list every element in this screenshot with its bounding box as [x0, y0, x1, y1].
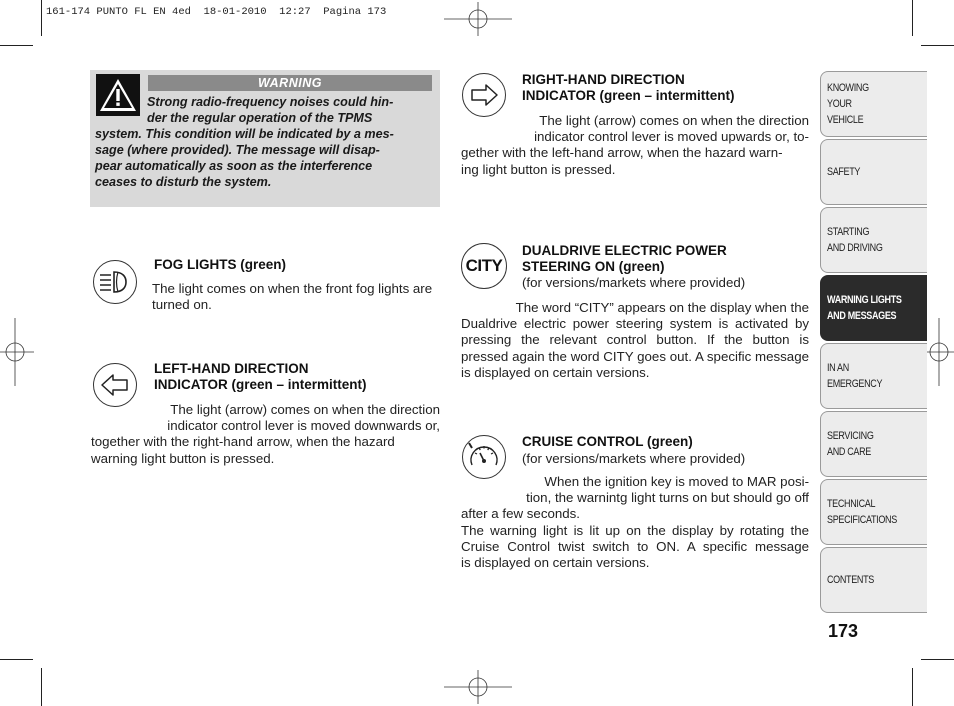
- registration-mark-top: [444, 2, 512, 36]
- cruise-control-line: tion, the warnintg light turns on but should go off: [526, 490, 809, 506]
- tab-warning-lights-and-messages[interactable]: [820, 275, 927, 341]
- dualdrive-body: [461, 300, 809, 381]
- cruise-control-line: When the ignition key is moved to MAR posi-: [544, 474, 809, 489]
- right-indicator-body: [461, 113, 809, 178]
- warning-box: [90, 70, 440, 207]
- fog-lights-line: The light comes on when the front fog lights are: [152, 281, 433, 296]
- dualdrive-line: is displayed on certain versions.: [461, 364, 650, 380]
- crop-mark: [921, 45, 954, 46]
- dualdrive-line: pressing the relevant control button. If the button is: [461, 332, 809, 348]
- cruise-control-title-text: CRUISE CONTROL: [522, 434, 644, 449]
- fog-light-icon: [92, 259, 138, 305]
- fog-lights-body: [152, 281, 440, 313]
- crop-mark: [0, 659, 33, 660]
- tab-contents[interactable]: [820, 547, 927, 613]
- print-header: 161-174 PUNTO FL EN 4ed 18-01-2010 12:27 Pagina 173: [46, 6, 387, 18]
- warning-text: [95, 94, 433, 190]
- tab-label: IN AN EMERGENCY: [827, 362, 883, 390]
- right-indicator-title: [522, 72, 735, 104]
- page-number: 173: [828, 621, 859, 641]
- right-indicator-title-text: INDICATOR: [522, 88, 596, 103]
- tab-technical-specifications[interactable]: [820, 479, 927, 545]
- right-indicator-subtitle: (green – intermittent): [599, 88, 735, 103]
- left-indicator-subtitle: (green – intermittent): [231, 377, 367, 392]
- dualdrive-title: [522, 243, 727, 275]
- tab-label: STARTING AND DRIVING: [827, 226, 883, 254]
- cruise-control-subtitle: (green): [647, 434, 693, 449]
- left-indicator-title-line2: [154, 377, 367, 393]
- tab-servicing-and-care[interactable]: [820, 411, 927, 477]
- fog-lights-line: turned on.: [152, 297, 212, 313]
- cruise-control-title: [522, 434, 693, 450]
- right-indicator-title-line: RIGHT-HAND DIRECTION: [522, 72, 685, 87]
- tab-label: SAFETY: [827, 166, 861, 178]
- tab-in-an-emergency[interactable]: [820, 343, 927, 409]
- dualdrive-line: pressed again the word CITY goes out. A specific message: [461, 348, 809, 364]
- crop-mark: [912, 668, 913, 706]
- dualdrive-title-line: DUALDRIVE ELECTRIC POWER: [522, 243, 727, 258]
- dualdrive-line: The word “CITY” appears on the display when the: [515, 300, 809, 315]
- city-icon-text: CITY: [465, 256, 503, 275]
- left-indicator-title-line: LEFT-HAND DIRECTION: [154, 361, 309, 376]
- left-indicator-line: warning light button is pressed.: [91, 450, 275, 466]
- left-indicator-line: indicator control lever is moved downwards or,: [167, 418, 440, 434]
- cruise-control-note: (for versions/markets where provided): [522, 451, 746, 466]
- left-indicator-title: [154, 361, 367, 393]
- right-indicator-line: The light (arrow) comes on when the direction: [539, 113, 809, 128]
- right-indicator-line: indicator control lever is moved upwards or, to-: [534, 129, 809, 145]
- dualdrive-title-text: STEERING ON: [522, 259, 616, 274]
- right-indicator-line: ing light button is pressed.: [461, 161, 616, 177]
- fog-lights-title-text: FOG LIGHTS: [154, 257, 237, 272]
- dualdrive-title-line2: [522, 259, 727, 275]
- warning-line: der the regular operation of the TPMS: [147, 111, 373, 125]
- dualdrive-line: Dualdrive electric power steering system is activated by: [461, 316, 809, 332]
- registration-mark-bottom: [444, 670, 512, 704]
- dualdrive-subtitle: (green): [618, 259, 665, 274]
- fog-lights-title: [154, 257, 286, 273]
- warning-label: WARNING: [148, 75, 432, 91]
- cruise-control-line: after a few seconds.: [461, 506, 580, 522]
- tab-knowing-your-vehicle[interactable]: [820, 71, 927, 137]
- right-arrow-icon: [461, 72, 507, 118]
- city-icon: [461, 243, 507, 289]
- tab-label: CONTENTS: [827, 574, 874, 586]
- fog-lights-subtitle: (green): [240, 257, 287, 272]
- warning-line: ceases to disturb the system.: [95, 175, 272, 189]
- warning-line: Strong radio-frequency noises could hin-: [147, 95, 394, 109]
- dualdrive-note: (for versions/markets where provided): [522, 275, 746, 290]
- crop-mark: [912, 0, 913, 36]
- left-indicator-line: The light (arrow) comes on when the direction: [170, 402, 440, 417]
- tab-label: SERVICING AND CARE: [827, 430, 874, 458]
- left-indicator-line: together with the right-hand arrow, when the hazard: [91, 434, 395, 450]
- warning-line: pear automatically as soon as the interference: [95, 159, 373, 173]
- tab-label: KNOWING YOUR VEHICLE: [827, 82, 869, 126]
- tab-starting-and-driving[interactable]: [820, 207, 927, 273]
- right-indicator-line: gether with the left-hand arrow, when the hazard warn-: [461, 145, 783, 161]
- crop-mark: [41, 0, 42, 36]
- crop-mark: [41, 668, 42, 706]
- cruise-control-body: [461, 474, 809, 571]
- tab-label: WARNING LIGHTS AND MESSAGES: [827, 294, 902, 322]
- tab-safety[interactable]: [820, 139, 927, 205]
- warning-line: sage (where provided). The message will disap-: [95, 143, 380, 157]
- cruise-control-line: is displayed on certain versions.: [461, 555, 650, 571]
- left-indicator-body: [91, 402, 440, 467]
- cruise-control-line: The warning light is lit up on the display by rotating the: [461, 522, 809, 538]
- crop-mark: [921, 659, 954, 660]
- tab-label: TECHNICAL SPECIFICATIONS: [827, 498, 897, 526]
- left-indicator-title-text: INDICATOR: [154, 377, 228, 392]
- right-indicator-title-line2: [522, 88, 735, 104]
- warning-line: system. This condition will be indicated by a mes-: [95, 127, 394, 141]
- cruise-control-line: Cruise Control twist switch to ON. A specific message: [461, 538, 809, 554]
- crop-mark: [0, 45, 33, 46]
- registration-mark-left: [0, 318, 34, 386]
